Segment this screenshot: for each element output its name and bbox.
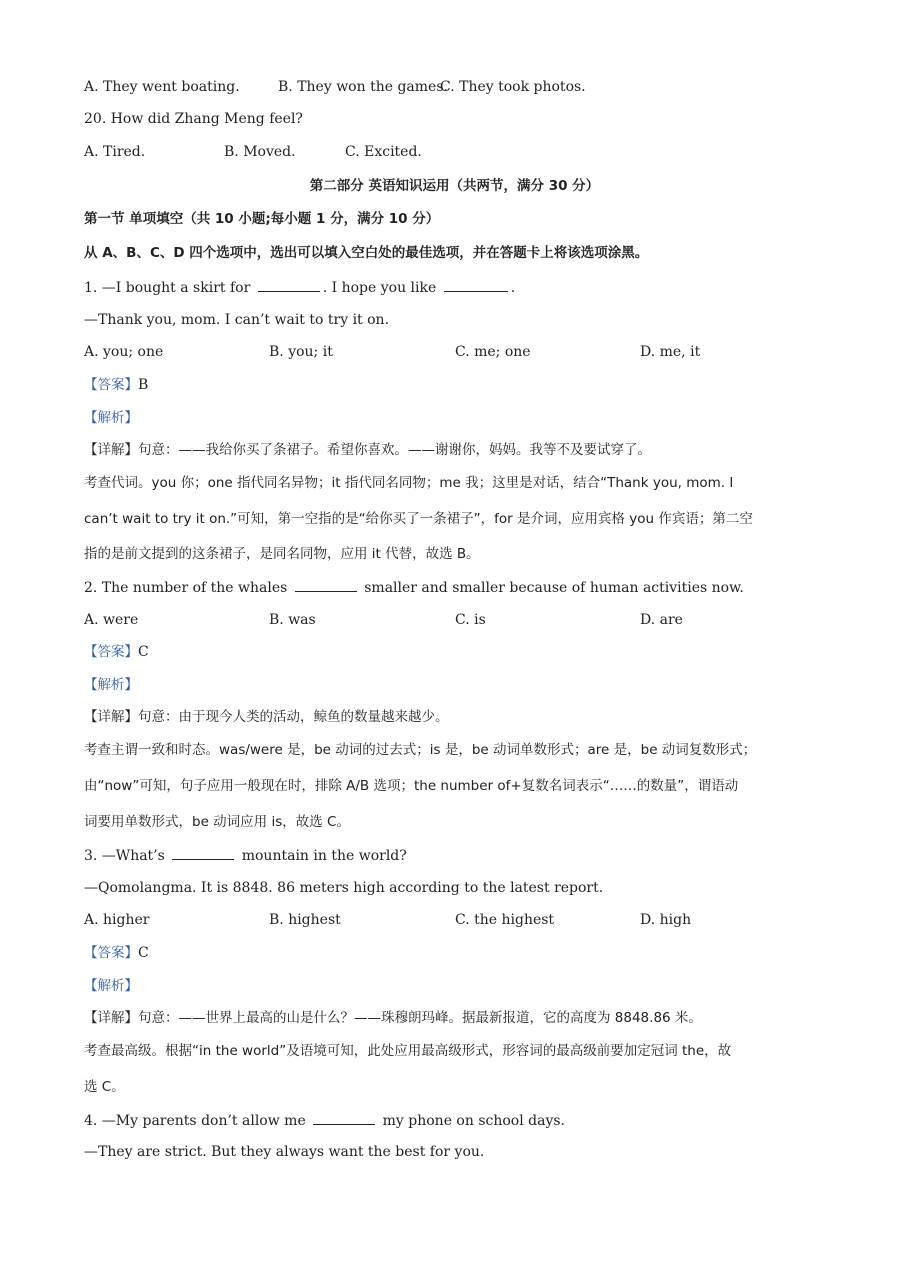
q1-answer-value: B — [138, 377, 149, 393]
analysis-label: 【解析】 — [84, 410, 138, 426]
q3-option-d: D. high — [640, 912, 692, 928]
q1-option-c: C. me; one — [455, 344, 531, 360]
q3-stem — [84, 845, 407, 866]
q1-line2: —Thank you, mom. I can’t wait to try it on. — [84, 312, 390, 328]
q4-stem — [84, 1110, 565, 1131]
q1-option-d: D. me, it — [640, 344, 701, 360]
answer-label: 【答案】 — [84, 377, 138, 393]
part2-title: 第二部分 英语知识运用（共两节，满分 30 分） — [309, 178, 600, 194]
q3-option-a: A. higher — [84, 912, 150, 928]
q1-detail — [84, 440, 651, 460]
q2-answer-value: C — [138, 644, 149, 660]
q2-stem-part-b: smaller and smaller because of human activities now. — [359, 580, 744, 596]
q3-stem-part-b: mountain in the world? — [237, 848, 407, 864]
q1-stem-part-a: 1. —I bought a skirt for — [84, 280, 255, 296]
q19-option-a: A. They went boating. — [84, 79, 240, 95]
q2-stem — [84, 577, 744, 598]
q2-answer — [84, 642, 149, 662]
q2-option-d: D. are — [640, 612, 683, 628]
q4-stem-part-a: 4. —My parents don’t allow me — [84, 1113, 311, 1129]
q1-analysis-line-3: 指的是前文提到的这条裙子，是同名同物，应用 it 代替，故选 B。 — [84, 546, 480, 562]
q3-analysis-label — [84, 976, 138, 996]
q3-detail — [84, 1008, 702, 1028]
q2-analysis-line-1: 考查主谓一致和时态。was/were 是，be 动词的过去式；is 是，be 动词单数形式；are 是，be 动词复数形式； — [84, 742, 757, 758]
q2-analysis-line-2: 由“now”可知，句子应用一般现在时，排除 A/B 选项；the number of+复数名词表示“……的数量”，谓语动 — [84, 778, 739, 794]
q19-option-b: B. They won the games. — [278, 79, 448, 95]
detail-label: 【详解】 — [84, 442, 138, 458]
q4-stem-part-b: my phone on school days. — [378, 1113, 566, 1129]
q2-analysis-label — [84, 675, 138, 695]
q20-stem: 20. How did Zhang Meng feel? — [84, 111, 303, 127]
q3-line2: —Qomolangma. It is 8848. 86 meters high according to the latest report. — [84, 880, 604, 896]
q3-analysis-line-2: 选 C。 — [84, 1079, 125, 1095]
q1-stem-part-b: . I hope you like — [322, 280, 441, 296]
q1-option-b: B. you; it — [269, 344, 333, 360]
q1-analysis-label — [84, 408, 138, 428]
q20-option-b: B. Moved. — [224, 144, 296, 160]
q2-blank — [295, 577, 357, 592]
q3-answer-value: C — [138, 945, 149, 961]
q4-line2: —They are strict. But they always want the best for you. — [84, 1144, 485, 1160]
q2-detail-text: 句意：由于现今人类的活动，鲸鱼的数量越来越少。 — [138, 709, 449, 725]
q2-stem-part-a: 2. The number of the whales — [84, 580, 292, 596]
q2-analysis-line-3: 词要用单数形式，be 动词应用 is，故选 C。 — [84, 814, 350, 830]
q1-blank-1 — [258, 277, 320, 292]
q1-option-a: A. you; one — [84, 344, 164, 360]
section1-instruction: 从 A、B、C、D 四个选项中，选出可以填入空白处的最佳选项，并在答题卡上将该选项涂黑。 — [84, 245, 649, 261]
q3-analysis-line-1: 考查最高级。根据“in the world”及语境可知，此处应用最高级形式，形容词的最高级前要加定冠词 the，故 — [84, 1043, 732, 1059]
detail-label: 【详解】 — [84, 1010, 138, 1026]
q2-detail — [84, 707, 449, 727]
q20-option-c: C. Excited. — [345, 144, 422, 160]
q3-stem-part-a: 3. —What’s — [84, 848, 170, 864]
q2-option-a: A. were — [84, 612, 139, 628]
q1-analysis-line-2: can’t wait to try it on.”可知，第一空指的是“给你买了一条裙子”，for 是介词，应用宾格 you 作宾语；第二空 — [84, 511, 753, 527]
q3-blank — [172, 845, 234, 860]
q1-blank-2 — [444, 277, 508, 292]
q1-analysis-line-1: 考查代词。you 你；one 指代同名异物；it 指代同名同物；me 我；这里是对话，结合“Thank you, mom. I — [84, 475, 734, 491]
q3-answer — [84, 943, 149, 963]
analysis-label: 【解析】 — [84, 978, 138, 994]
q1-stem — [84, 277, 515, 298]
q3-option-b: B. highest — [269, 912, 341, 928]
q3-detail-text: 句意：——世界上最高的山是什么？——珠穆朗玛峰。据最新报道，它的高度为 8848.86 米。 — [138, 1010, 702, 1026]
q1-stem-part-c: . — [510, 280, 516, 296]
q4-blank — [313, 1110, 375, 1125]
q19-option-c: C. They took photos. — [440, 79, 586, 95]
answer-label: 【答案】 — [84, 945, 138, 961]
answer-label: 【答案】 — [84, 644, 138, 660]
q1-detail-text: 句意：——我给你买了条裙子。希望你喜欢。——谢谢你，妈妈。我等不及要试穿了。 — [138, 442, 651, 458]
q2-option-c: C. is — [455, 612, 486, 628]
detail-label: 【详解】 — [84, 709, 138, 725]
section1-title: 第一节 单项填空（共 10 小题;每小题 1 分，满分 10 分） — [84, 211, 440, 227]
analysis-label: 【解析】 — [84, 677, 138, 693]
q1-answer — [84, 375, 148, 395]
q2-option-b: B. was — [269, 612, 316, 628]
q3-option-c: C. the highest — [455, 912, 555, 928]
q20-option-a: A. Tired. — [84, 144, 146, 160]
